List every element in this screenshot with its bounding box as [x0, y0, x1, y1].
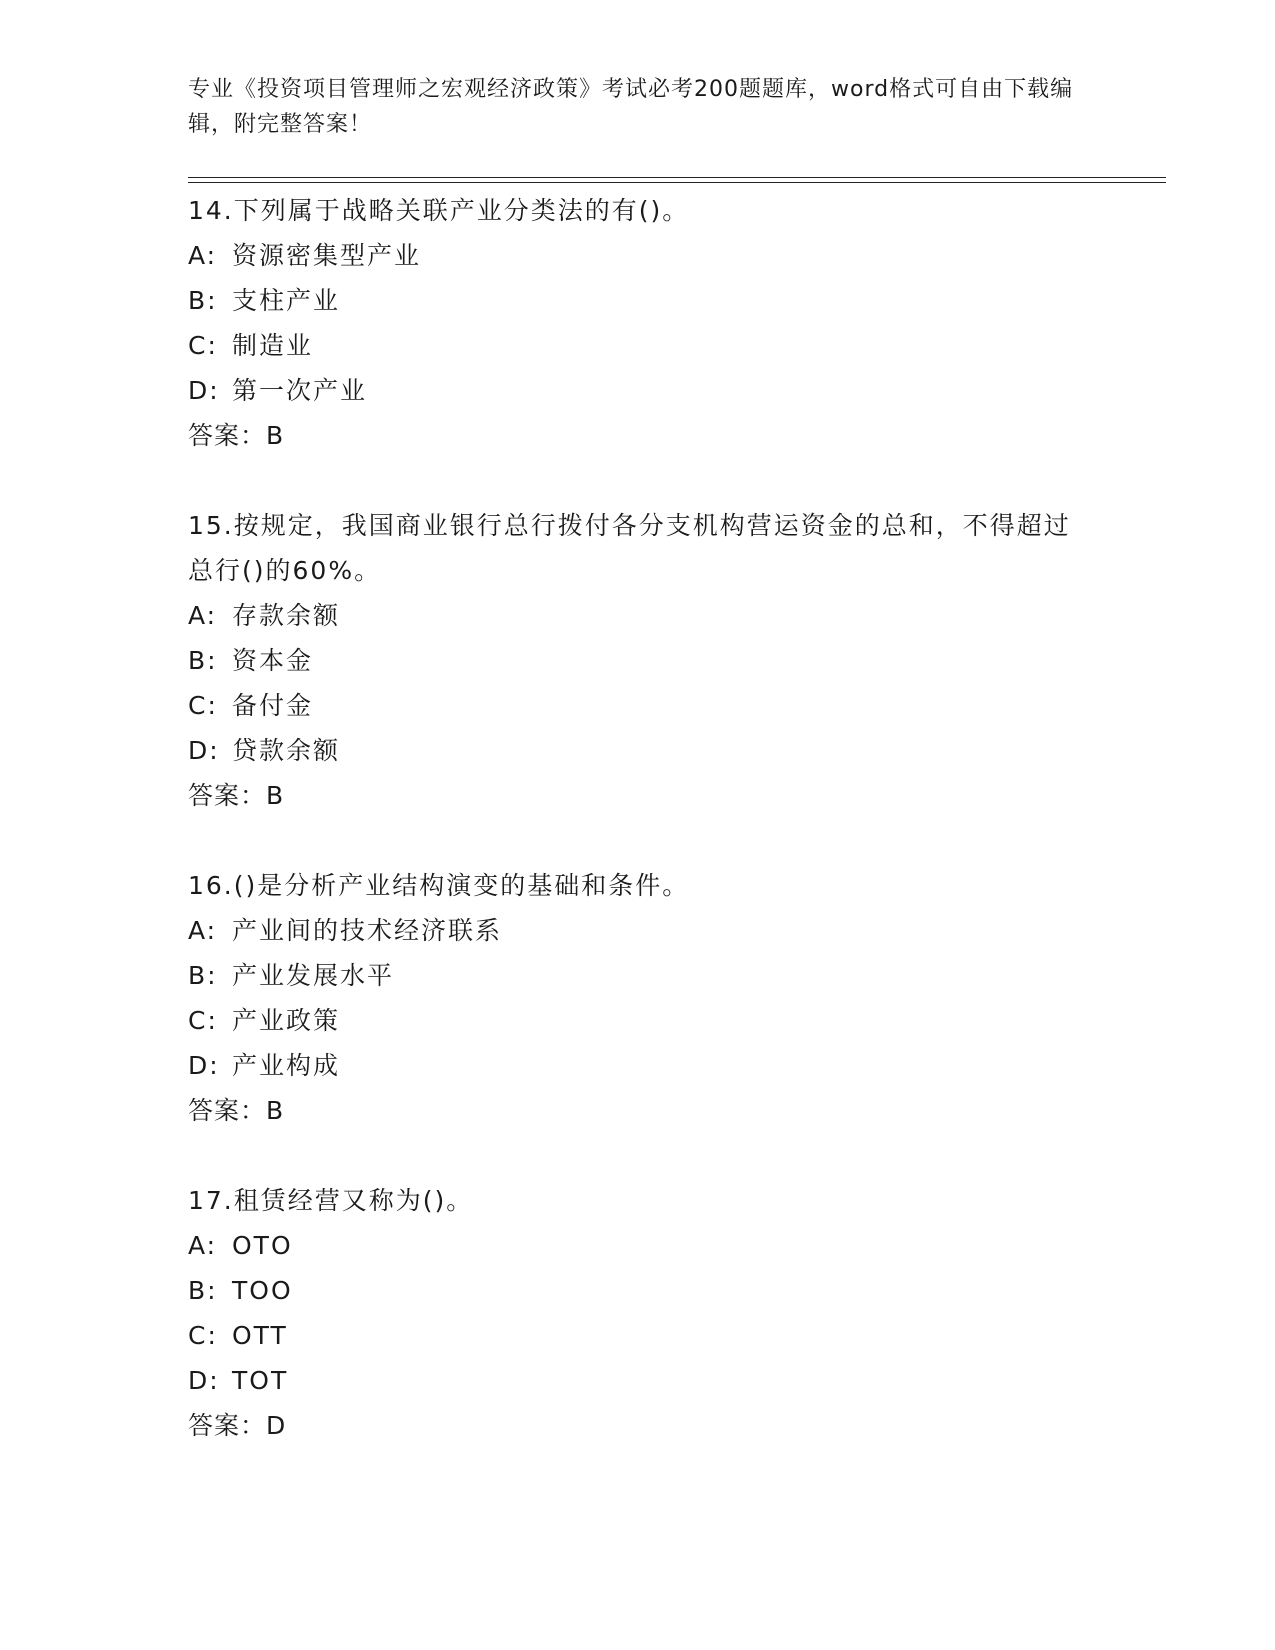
option-text: 产业间的技术经济联系 — [232, 916, 503, 945]
header-divider-top — [188, 177, 1166, 178]
option-text: 备付金 — [232, 691, 314, 720]
option-text: 制造业 — [232, 331, 314, 360]
option-d — [188, 368, 1088, 413]
option-list — [188, 233, 1088, 413]
option-text: OTT — [232, 1321, 288, 1350]
option-key: B: — [188, 286, 218, 315]
answer-line: 答案：B — [188, 781, 285, 810]
option-key: D: — [188, 1051, 220, 1080]
option-key: D: — [188, 736, 220, 765]
question-stem: 14.下列属于战略关联产业分类法的有()。 — [188, 196, 690, 225]
option-key: C: — [188, 1321, 218, 1350]
option-text: TOO — [232, 1276, 293, 1305]
option-b — [188, 1268, 1088, 1313]
option-c — [188, 683, 1088, 728]
option-text: 资源密集型产业 — [232, 241, 422, 270]
option-d — [188, 1043, 1088, 1088]
option-text: 贷款余额 — [232, 736, 341, 765]
option-a — [188, 593, 1088, 638]
answer-line: 答案：D — [188, 1411, 287, 1440]
option-key: B: — [188, 961, 218, 990]
header-divider-bottom — [188, 182, 1166, 183]
option-key: D: — [188, 376, 220, 405]
option-key: B: — [188, 1276, 218, 1305]
option-a — [188, 233, 1088, 278]
question-stem: 16.()是分析产业结构演变的基础和条件。 — [188, 871, 690, 900]
question-list — [188, 188, 1088, 1493]
question-17 — [188, 1178, 1088, 1448]
answer-line: 答案：B — [188, 421, 285, 450]
question-15 — [188, 503, 1088, 818]
question-14 — [188, 188, 1088, 458]
option-key: A: — [188, 916, 218, 945]
question-stem: 15.按规定，我国商业银行总行拨付各分支机构营运资金的总和，不得超过总行()的60%。 — [188, 511, 1071, 585]
option-text: 产业发展水平 — [232, 961, 395, 990]
option-key: D: — [188, 1366, 220, 1395]
option-d — [188, 728, 1088, 773]
option-a — [188, 908, 1088, 953]
option-c — [188, 1313, 1088, 1358]
option-list — [188, 593, 1088, 773]
option-text: TOT — [232, 1366, 289, 1395]
question-16 — [188, 863, 1088, 1133]
option-text: 产业政策 — [232, 1006, 341, 1035]
option-a — [188, 1223, 1088, 1268]
option-text: 产业构成 — [232, 1051, 341, 1080]
option-list — [188, 908, 1088, 1088]
option-c — [188, 998, 1088, 1043]
document-intro: 专业《投资项目管理师之宏观经济政策》考试必考200题题库，word格式可自由下载编辑，附完整答案！ — [188, 77, 1074, 137]
question-stem: 17.租赁经营又称为()。 — [188, 1186, 474, 1215]
option-b — [188, 278, 1088, 323]
option-key: C: — [188, 691, 218, 720]
option-text: 第一次产业 — [232, 376, 368, 405]
option-key: A: — [188, 601, 218, 630]
option-list — [188, 1223, 1088, 1403]
option-d — [188, 1358, 1088, 1403]
option-key: A: — [188, 1231, 218, 1260]
option-text: OTO — [232, 1231, 293, 1260]
option-key: B: — [188, 646, 218, 675]
option-text: 资本金 — [232, 646, 314, 675]
option-key: A: — [188, 241, 218, 270]
option-text: 存款余额 — [232, 601, 341, 630]
option-key: C: — [188, 1006, 218, 1035]
option-b — [188, 953, 1088, 998]
answer-line: 答案：B — [188, 1096, 285, 1125]
option-text: 支柱产业 — [232, 286, 341, 315]
option-b — [188, 638, 1088, 683]
option-key: C: — [188, 331, 218, 360]
option-c — [188, 323, 1088, 368]
